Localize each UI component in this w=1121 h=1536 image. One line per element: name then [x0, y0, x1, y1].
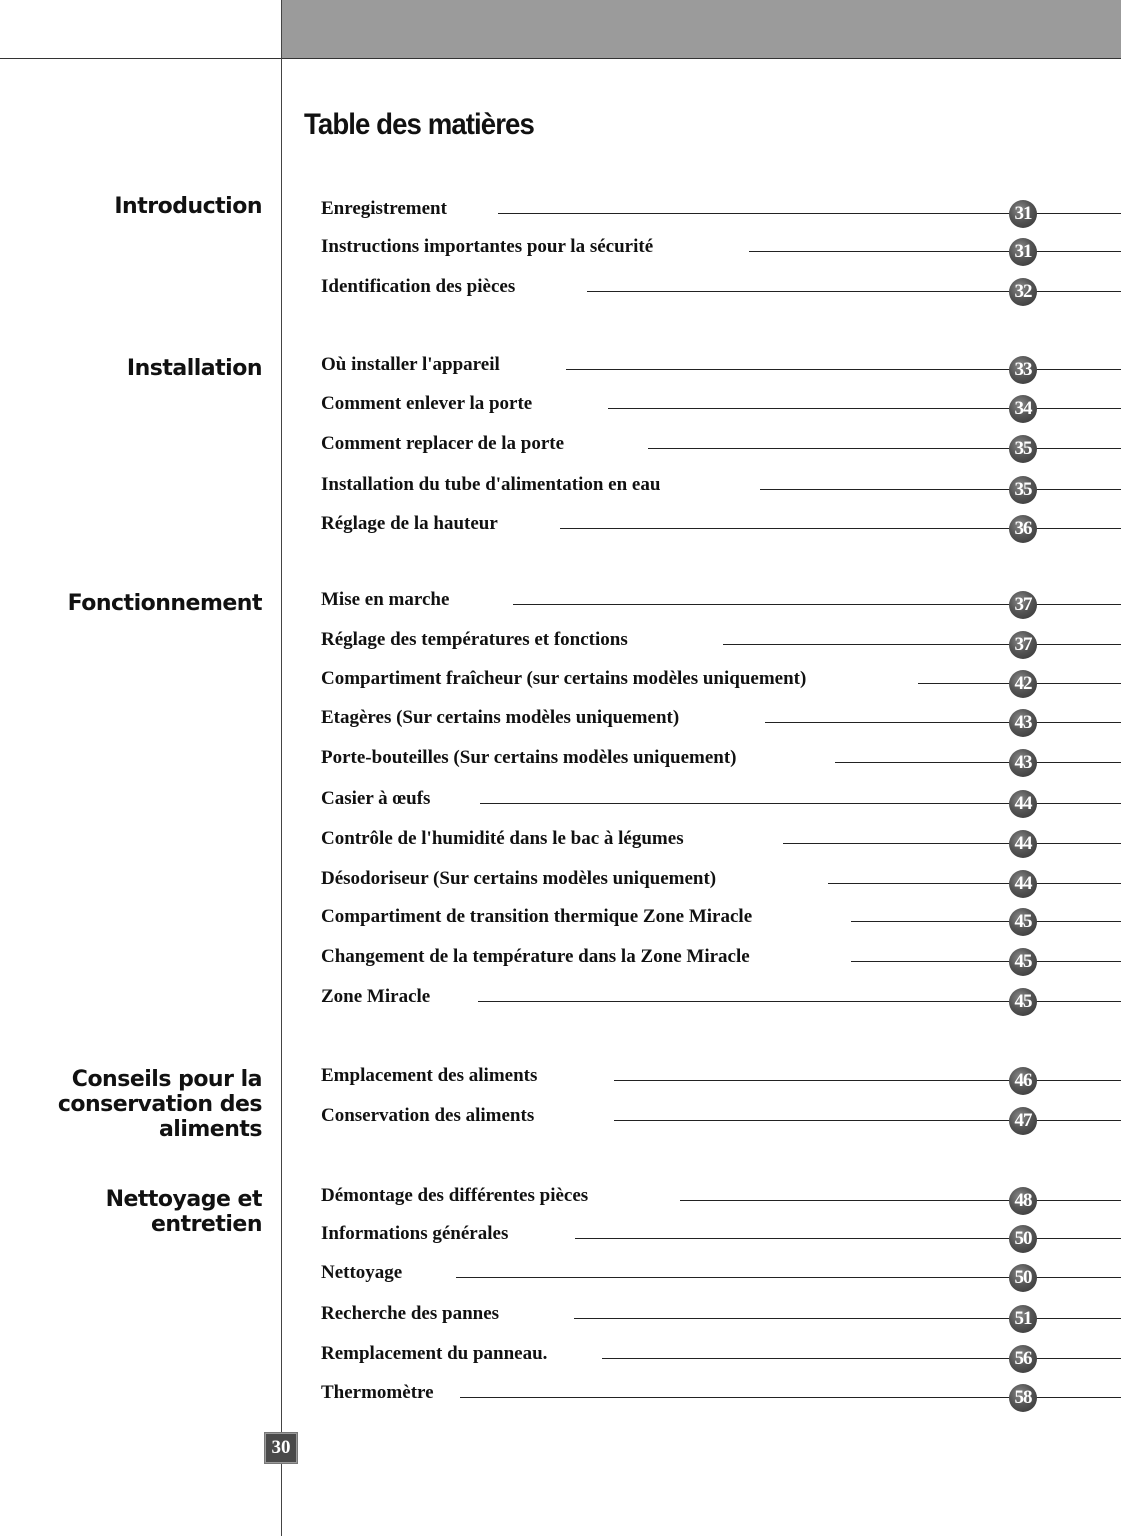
toc-entry[interactable] [0, 1185, 1121, 1225]
toc-entry[interactable] [0, 1065, 1121, 1105]
leader-line [851, 921, 1121, 922]
header-bar [281, 0, 1121, 58]
toc-entry[interactable] [0, 1382, 1121, 1422]
section-conseils: Conseils pour la conservation des aliments [57, 1067, 262, 1142]
page-badge: 43 [1009, 749, 1037, 777]
page-badge: 36 [1009, 515, 1037, 543]
page-badge: 50 [1009, 1264, 1037, 1292]
page-badge: 48 [1009, 1187, 1037, 1215]
toc-entry[interactable] [0, 1303, 1121, 1343]
toc-entry-label: Désodoriseur (Sur certains modèles uniquement) [321, 868, 717, 889]
toc-entry[interactable] [0, 868, 1121, 908]
page-title: Table des matières [304, 108, 534, 141]
toc-entry-label: Mise en marche [321, 589, 450, 610]
leader-line [835, 762, 1121, 763]
toc-entry[interactable] [0, 276, 1121, 316]
section-fonctionnement: Fonctionnement [67, 591, 262, 616]
toc-entry[interactable] [0, 513, 1121, 553]
page-badge: 32 [1009, 278, 1037, 306]
page-badge: 45 [1009, 948, 1037, 976]
toc-entry-label: Enregistrement [321, 198, 447, 219]
toc-entry-label: Changement de la température dans la Zone Miracle [321, 946, 750, 967]
leader-line [648, 448, 1121, 449]
page-badge: 44 [1009, 830, 1037, 858]
leader-line [608, 408, 1121, 409]
toc-entry-label: Où installer l'appareil [321, 354, 500, 375]
toc-entry[interactable] [0, 393, 1121, 433]
toc-entry-label: Conservation des aliments [321, 1105, 535, 1126]
toc-entry[interactable] [0, 1262, 1121, 1302]
toc-entry[interactable] [0, 668, 1121, 708]
leader-line [680, 1200, 1121, 1201]
toc-entry-label: Compartiment fraîcheur (sur certains modèles uniquement) [321, 668, 807, 689]
toc-entry-label: Compartiment de transition thermique Zone Miracle [321, 906, 753, 927]
page-badge: 35 [1009, 435, 1037, 463]
toc-entry-label: Recherche des pannes [321, 1303, 500, 1324]
leader-line [851, 961, 1121, 962]
toc-entry-label: Comment enlever la porte [321, 393, 533, 414]
toc-entry[interactable] [0, 433, 1121, 473]
toc-entry[interactable] [0, 906, 1121, 946]
page-badge: 44 [1009, 870, 1037, 898]
toc-entry-label: Casier à œufs [321, 788, 431, 809]
leader-line [587, 291, 1121, 292]
page-badge: 37 [1009, 631, 1037, 659]
toc-entry[interactable] [0, 828, 1121, 868]
page-badge: 37 [1009, 591, 1037, 619]
section-installation: Installation [126, 356, 262, 381]
page-badge: 56 [1009, 1345, 1037, 1373]
section-nettoyage: Nettoyage et entretien [105, 1187, 262, 1237]
toc-entry-label: Thermomètre [321, 1382, 434, 1403]
toc-entry-label: Informations générales [321, 1223, 509, 1244]
toc-entry-label: Zone Miracle [321, 986, 431, 1007]
toc-entry[interactable] [0, 1105, 1121, 1145]
toc-entry[interactable] [0, 474, 1121, 514]
toc-entry[interactable] [0, 589, 1121, 629]
page-badge: 33 [1009, 356, 1037, 384]
toc-entry-label: Contrôle de l'humidité dans le bac à légumes [321, 828, 684, 849]
leader-line [783, 843, 1121, 844]
toc-entry-label: Identification des pièces [321, 276, 516, 297]
toc-entry-label: Remplacement du panneau. [321, 1343, 548, 1364]
toc-entry-label: Comment replacer de la porte [321, 433, 565, 454]
leader-line [760, 489, 1121, 490]
leader-line [566, 369, 1121, 370]
page-badge: 47 [1009, 1107, 1037, 1135]
toc-entry[interactable] [0, 1223, 1121, 1263]
toc-entry-label: Démontage des différentes pièces [321, 1185, 589, 1206]
toc-entry[interactable] [0, 946, 1121, 986]
page-badge: 51 [1009, 1305, 1037, 1333]
toc-entry-label: Installation du tube d'alimentation en eau [321, 474, 661, 495]
page-badge: 50 [1009, 1225, 1037, 1253]
header-rule [0, 58, 1121, 59]
toc-entry-label: Nettoyage [321, 1262, 403, 1283]
page-badge: 35 [1009, 476, 1037, 504]
section-introduction: Introduction [114, 194, 262, 219]
page-badge: 45 [1009, 988, 1037, 1016]
toc-entry[interactable] [0, 1343, 1121, 1383]
leader-line [614, 1120, 1121, 1121]
page-badge: 44 [1009, 790, 1037, 818]
toc-entry[interactable] [0, 707, 1121, 747]
page-badge: 58 [1009, 1384, 1037, 1412]
page-number-value: 30 [266, 1434, 296, 1462]
leader-line [749, 251, 1121, 252]
page-number [264, 1432, 298, 1464]
toc-entry[interactable] [0, 747, 1121, 787]
leader-line [602, 1358, 1121, 1359]
leader-line [828, 883, 1121, 884]
leader-line [765, 722, 1121, 723]
page-badge: 31 [1009, 238, 1037, 266]
page-badge: 43 [1009, 709, 1037, 737]
toc-entry[interactable] [0, 236, 1121, 276]
toc-entry-label: Réglage des températures et fonctions [321, 629, 628, 650]
page-badge: 46 [1009, 1067, 1037, 1095]
toc-entry-label: Etagères (Sur certains modèles uniquement) [321, 707, 680, 728]
toc-entry[interactable] [0, 198, 1121, 238]
page-badge: 45 [1009, 908, 1037, 936]
page-badge: 42 [1009, 670, 1037, 698]
page-badge: 34 [1009, 395, 1037, 423]
toc-entry-label: Porte-bouteilles (Sur certains modèles uniquement) [321, 747, 737, 768]
leader-line [723, 644, 1121, 645]
page-badge: 31 [1009, 200, 1037, 228]
toc-entry-label: Emplacement des aliments [321, 1065, 538, 1086]
toc-entry[interactable] [0, 788, 1121, 828]
leader-line [574, 1318, 1121, 1319]
toc-entry[interactable] [0, 629, 1121, 669]
toc-entry-label: Instructions importantes pour la sécurité [321, 236, 654, 257]
toc-entry-label: Réglage de la hauteur [321, 513, 498, 534]
leader-line [575, 1238, 1121, 1239]
leader-line [614, 1080, 1121, 1081]
toc-entry[interactable] [0, 354, 1121, 394]
toc-entry[interactable] [0, 986, 1121, 1026]
